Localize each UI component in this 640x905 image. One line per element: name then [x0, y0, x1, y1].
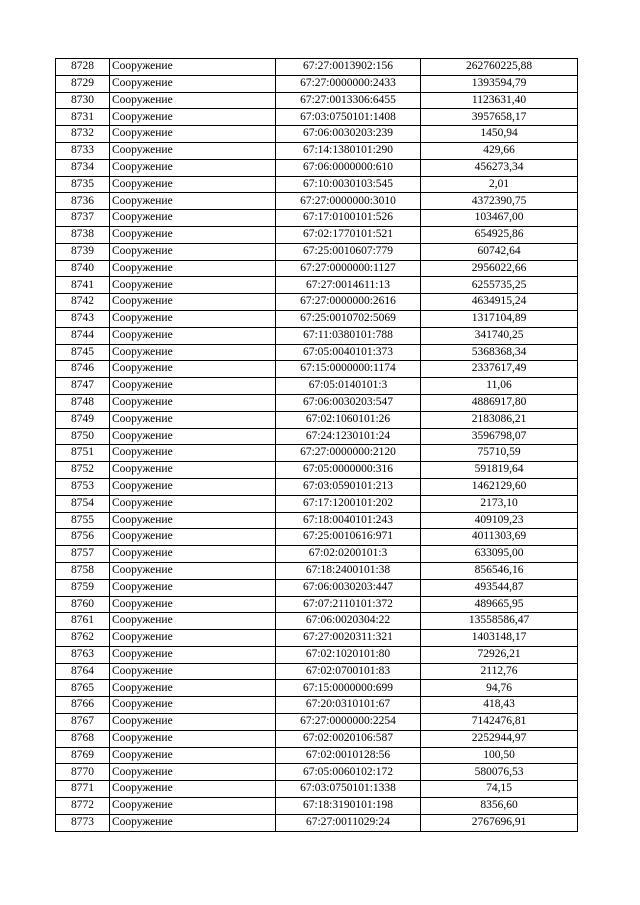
object-type-cell: Сооружение	[110, 59, 276, 76]
table-row	[56, 562, 578, 579]
object-type-cell: Сооружение	[110, 730, 276, 747]
cadastral-value-cell: 74,15	[421, 781, 578, 798]
cadastral-value-cell: 580076,53	[421, 764, 578, 781]
cadastral-value-cell: 2,01	[421, 176, 578, 193]
table-row	[56, 613, 578, 630]
cadastral-number-cell: 67:17:0100101:526	[276, 210, 421, 227]
table-row	[56, 428, 578, 445]
table-row	[56, 546, 578, 563]
cadastral-number-cell: 67:07:2110101:372	[276, 596, 421, 613]
cadastral-value-cell: 4011303,69	[421, 529, 578, 546]
table-row	[56, 210, 578, 227]
row-number-cell: 8735	[56, 176, 110, 193]
object-type-cell: Сооружение	[110, 344, 276, 361]
table-row	[56, 697, 578, 714]
table-row	[56, 462, 578, 479]
table-row	[56, 680, 578, 697]
row-number-cell: 8752	[56, 462, 110, 479]
table-row	[56, 764, 578, 781]
row-number-cell: 8742	[56, 294, 110, 311]
row-number-cell: 8730	[56, 92, 110, 109]
cadastral-number-cell: 67:25:0010607:779	[276, 243, 421, 260]
object-type-cell: Сооружение	[110, 243, 276, 260]
object-type-cell: Сооружение	[110, 159, 276, 176]
row-number-cell: 8732	[56, 126, 110, 143]
cadastral-value-cell: 1462129,60	[421, 478, 578, 495]
cadastral-number-cell: 67:05:0060102:172	[276, 764, 421, 781]
cadastral-number-cell: 67:02:0200101:3	[276, 546, 421, 563]
table-row	[56, 630, 578, 647]
row-number-cell: 8768	[56, 730, 110, 747]
cadastral-number-cell: 67:14:1380101:290	[276, 142, 421, 159]
row-number-cell: 8746	[56, 361, 110, 378]
table-row	[56, 176, 578, 193]
cadastral-number-cell: 67:06:0030203:547	[276, 394, 421, 411]
cadastral-number-cell: 67:24:1230101:24	[276, 428, 421, 445]
cadastral-value-cell: 72926,21	[421, 646, 578, 663]
cadastral-number-cell: 67:27:0000000:2433	[276, 75, 421, 92]
table-row	[56, 277, 578, 294]
row-number-cell: 8740	[56, 260, 110, 277]
row-number-cell: 8756	[56, 529, 110, 546]
object-type-cell: Сооружение	[110, 462, 276, 479]
cadastral-number-cell: 67:27:0014611:13	[276, 277, 421, 294]
table-row	[56, 59, 578, 76]
cadastral-value-cell: 100,50	[421, 747, 578, 764]
object-type-cell: Сооружение	[110, 646, 276, 663]
table-row	[56, 394, 578, 411]
cadastral-number-cell: 67:10:0030103:545	[276, 176, 421, 193]
cadastral-value-cell: 2767696,91	[421, 814, 578, 831]
row-number-cell: 8769	[56, 747, 110, 764]
object-type-cell: Сооружение	[110, 193, 276, 210]
cadastral-number-cell: 67:27:0000000:3010	[276, 193, 421, 210]
cadastral-value-cell: 654925,86	[421, 226, 578, 243]
cadastral-number-cell: 67:06:0020304:22	[276, 613, 421, 630]
object-type-cell: Сооружение	[110, 361, 276, 378]
object-type-cell: Сооружение	[110, 260, 276, 277]
cadastral-number-cell: 67:27:0000000:1127	[276, 260, 421, 277]
cadastral-value-cell: 3957658,17	[421, 109, 578, 126]
object-type-cell: Сооружение	[110, 747, 276, 764]
table-row	[56, 495, 578, 512]
row-number-cell: 8738	[56, 226, 110, 243]
row-number-cell: 8755	[56, 512, 110, 529]
object-type-cell: Сооружение	[110, 562, 276, 579]
table-row	[56, 75, 578, 92]
cadastral-value-cell: 3596798,07	[421, 428, 578, 445]
row-number-cell: 8765	[56, 680, 110, 697]
cadastral-number-cell: 67:05:0000000:316	[276, 462, 421, 479]
row-number-cell: 8739	[56, 243, 110, 260]
table-row	[56, 344, 578, 361]
object-type-cell: Сооружение	[110, 294, 276, 311]
cadastral-number-cell: 67:27:0013902:156	[276, 59, 421, 76]
row-number-cell: 8759	[56, 579, 110, 596]
cadastral-value-cell: 493544,87	[421, 579, 578, 596]
object-type-cell: Сооружение	[110, 176, 276, 193]
cadastral-value-cell: 2173,10	[421, 495, 578, 512]
cadastral-value-cell: 1317104,89	[421, 310, 578, 327]
cadastral-number-cell: 67:05:0040101:373	[276, 344, 421, 361]
table-row	[56, 243, 578, 260]
object-type-cell: Сооружение	[110, 126, 276, 143]
cadastral-value-cell: 262760225,88	[421, 59, 578, 76]
cadastral-number-cell: 67:06:0030203:239	[276, 126, 421, 143]
object-type-cell: Сооружение	[110, 495, 276, 512]
object-type-cell: Сооружение	[110, 478, 276, 495]
cadastral-number-cell: 67:27:0000000:2616	[276, 294, 421, 311]
row-number-cell: 8764	[56, 663, 110, 680]
object-type-cell: Сооружение	[110, 428, 276, 445]
cadastral-value-cell: 13558586,47	[421, 613, 578, 630]
row-number-cell: 8744	[56, 327, 110, 344]
table-row	[56, 411, 578, 428]
table-row	[56, 378, 578, 395]
object-type-cell: Сооружение	[110, 613, 276, 630]
cadastral-number-cell: 67:15:0000000:699	[276, 680, 421, 697]
object-type-cell: Сооружение	[110, 798, 276, 815]
cadastral-value-cell: 2183086,21	[421, 411, 578, 428]
cadastral-value-cell: 4634915,24	[421, 294, 578, 311]
object-type-cell: Сооружение	[110, 579, 276, 596]
row-number-cell: 8749	[56, 411, 110, 428]
table-row	[56, 310, 578, 327]
table-row	[56, 159, 578, 176]
table-row	[56, 478, 578, 495]
row-number-cell: 8754	[56, 495, 110, 512]
cadastral-number-cell: 67:17:1200101:202	[276, 495, 421, 512]
object-type-cell: Сооружение	[110, 512, 276, 529]
table-row	[56, 529, 578, 546]
table-row	[56, 512, 578, 529]
cadastral-number-cell: 67:06:0000000:610	[276, 159, 421, 176]
row-number-cell: 8767	[56, 714, 110, 731]
table-row	[56, 798, 578, 815]
cadastral-value-cell: 489665,95	[421, 596, 578, 613]
cadastral-value-cell: 7142476,81	[421, 714, 578, 731]
row-number-cell: 8751	[56, 445, 110, 462]
row-number-cell: 8728	[56, 59, 110, 76]
row-number-cell: 8734	[56, 159, 110, 176]
cadastral-number-cell: 67:25:0010702:5069	[276, 310, 421, 327]
table-row	[56, 781, 578, 798]
row-number-cell: 8731	[56, 109, 110, 126]
cadastral-value-cell: 418,43	[421, 697, 578, 714]
table-row	[56, 361, 578, 378]
cadastral-value-cell: 8356,60	[421, 798, 578, 815]
table-row	[56, 814, 578, 831]
table-row	[56, 663, 578, 680]
row-number-cell: 8763	[56, 646, 110, 663]
row-number-cell: 8757	[56, 546, 110, 563]
cadastral-value-cell: 6255735,25	[421, 277, 578, 294]
table-row	[56, 445, 578, 462]
table-row	[56, 747, 578, 764]
cadastral-number-cell: 67:27:0000000:2120	[276, 445, 421, 462]
cadastral-value-cell: 429,66	[421, 142, 578, 159]
cadastral-value-cell: 60742,64	[421, 243, 578, 260]
cadastral-value-cell: 2252944,97	[421, 730, 578, 747]
object-type-cell: Сооружение	[110, 394, 276, 411]
row-number-cell: 8733	[56, 142, 110, 159]
object-type-cell: Сооружение	[110, 714, 276, 731]
object-type-cell: Сооружение	[110, 630, 276, 647]
cadastral-value-cell: 2112,76	[421, 663, 578, 680]
registry-table	[55, 58, 578, 832]
cadastral-value-cell: 1403148,17	[421, 630, 578, 647]
cadastral-value-cell: 633095,00	[421, 546, 578, 563]
row-number-cell: 8743	[56, 310, 110, 327]
cadastral-number-cell: 67:03:0750101:1408	[276, 109, 421, 126]
object-type-cell: Сооружение	[110, 546, 276, 563]
object-type-cell: Сооружение	[110, 411, 276, 428]
row-number-cell: 8750	[56, 428, 110, 445]
cadastral-value-cell: 103467,00	[421, 210, 578, 227]
table-row	[56, 109, 578, 126]
cadastral-value-cell: 1123631,40	[421, 92, 578, 109]
cadastral-number-cell: 67:20:0310101:67	[276, 697, 421, 714]
cadastral-value-cell: 341740,25	[421, 327, 578, 344]
row-number-cell: 8762	[56, 630, 110, 647]
cadastral-number-cell: 67:27:0020311:321	[276, 630, 421, 647]
object-type-cell: Сооружение	[110, 814, 276, 831]
cadastral-number-cell: 67:02:1060101:26	[276, 411, 421, 428]
table-row	[56, 260, 578, 277]
cadastral-number-cell: 67:18:0040101:243	[276, 512, 421, 529]
object-type-cell: Сооружение	[110, 697, 276, 714]
row-number-cell: 8771	[56, 781, 110, 798]
cadastral-number-cell: 67:02:0020106:587	[276, 730, 421, 747]
cadastral-number-cell: 67:18:2400101:38	[276, 562, 421, 579]
object-type-cell: Сооружение	[110, 92, 276, 109]
row-number-cell: 8745	[56, 344, 110, 361]
object-type-cell: Сооружение	[110, 781, 276, 798]
object-type-cell: Сооружение	[110, 327, 276, 344]
cadastral-value-cell: 11,06	[421, 378, 578, 395]
cadastral-number-cell: 67:05:0140101:3	[276, 378, 421, 395]
row-number-cell: 8766	[56, 697, 110, 714]
table-row	[56, 226, 578, 243]
cadastral-value-cell: 456273,34	[421, 159, 578, 176]
object-type-cell: Сооружение	[110, 142, 276, 159]
cadastral-value-cell: 1450,94	[421, 126, 578, 143]
cadastral-number-cell: 67:11:0380101:788	[276, 327, 421, 344]
cadastral-number-cell: 67:15:0000000:1174	[276, 361, 421, 378]
object-type-cell: Сооружение	[110, 680, 276, 697]
registry-table-body	[56, 59, 578, 832]
object-type-cell: Сооружение	[110, 109, 276, 126]
object-type-cell: Сооружение	[110, 378, 276, 395]
object-type-cell: Сооружение	[110, 310, 276, 327]
row-number-cell: 8748	[56, 394, 110, 411]
cadastral-number-cell: 67:27:0000000:2254	[276, 714, 421, 731]
cadastral-number-cell: 67:02:0700101:83	[276, 663, 421, 680]
object-type-cell: Сооружение	[110, 529, 276, 546]
object-type-cell: Сооружение	[110, 596, 276, 613]
cadastral-value-cell: 2956022,66	[421, 260, 578, 277]
cadastral-value-cell: 591819,64	[421, 462, 578, 479]
cadastral-number-cell: 67:02:1020101:80	[276, 646, 421, 663]
table-row	[56, 596, 578, 613]
object-type-cell: Сооружение	[110, 663, 276, 680]
row-number-cell: 8760	[56, 596, 110, 613]
cadastral-number-cell: 67:18:3190101:198	[276, 798, 421, 815]
table-row	[56, 193, 578, 210]
cadastral-value-cell: 5368368,34	[421, 344, 578, 361]
cadastral-value-cell: 2337617,49	[421, 361, 578, 378]
cadastral-value-cell: 856546,16	[421, 562, 578, 579]
row-number-cell: 8773	[56, 814, 110, 831]
table-row	[56, 294, 578, 311]
object-type-cell: Сооружение	[110, 226, 276, 243]
row-number-cell: 8753	[56, 478, 110, 495]
table-row	[56, 126, 578, 143]
cadastral-number-cell: 67:06:0030203:447	[276, 579, 421, 596]
object-type-cell: Сооружение	[110, 75, 276, 92]
cadastral-number-cell: 67:27:0011029:24	[276, 814, 421, 831]
table-row	[56, 579, 578, 596]
row-number-cell: 8772	[56, 798, 110, 815]
object-type-cell: Сооружение	[110, 764, 276, 781]
table-row	[56, 730, 578, 747]
cadastral-value-cell: 4372390,75	[421, 193, 578, 210]
row-number-cell: 8747	[56, 378, 110, 395]
table-row	[56, 646, 578, 663]
table-row	[56, 327, 578, 344]
table-row	[56, 714, 578, 731]
object-type-cell: Сооружение	[110, 445, 276, 462]
cadastral-number-cell: 67:25:0010616:971	[276, 529, 421, 546]
row-number-cell: 8729	[56, 75, 110, 92]
cadastral-number-cell: 67:02:0010128:56	[276, 747, 421, 764]
cadastral-number-cell: 67:03:0750101:1338	[276, 781, 421, 798]
cadastral-number-cell: 67:02:1770101:521	[276, 226, 421, 243]
row-number-cell: 8736	[56, 193, 110, 210]
cadastral-value-cell: 4886917,80	[421, 394, 578, 411]
cadastral-value-cell: 1393594,79	[421, 75, 578, 92]
cadastral-value-cell: 94,76	[421, 680, 578, 697]
cadastral-number-cell: 67:03:0590101:213	[276, 478, 421, 495]
table-row	[56, 142, 578, 159]
cadastral-value-cell: 409109,23	[421, 512, 578, 529]
object-type-cell: Сооружение	[110, 210, 276, 227]
row-number-cell: 8737	[56, 210, 110, 227]
row-number-cell: 8770	[56, 764, 110, 781]
object-type-cell: Сооружение	[110, 277, 276, 294]
row-number-cell: 8741	[56, 277, 110, 294]
table-row	[56, 92, 578, 109]
row-number-cell: 8761	[56, 613, 110, 630]
cadastral-value-cell: 75710,59	[421, 445, 578, 462]
row-number-cell: 8758	[56, 562, 110, 579]
cadastral-number-cell: 67:27:0013306:6455	[276, 92, 421, 109]
